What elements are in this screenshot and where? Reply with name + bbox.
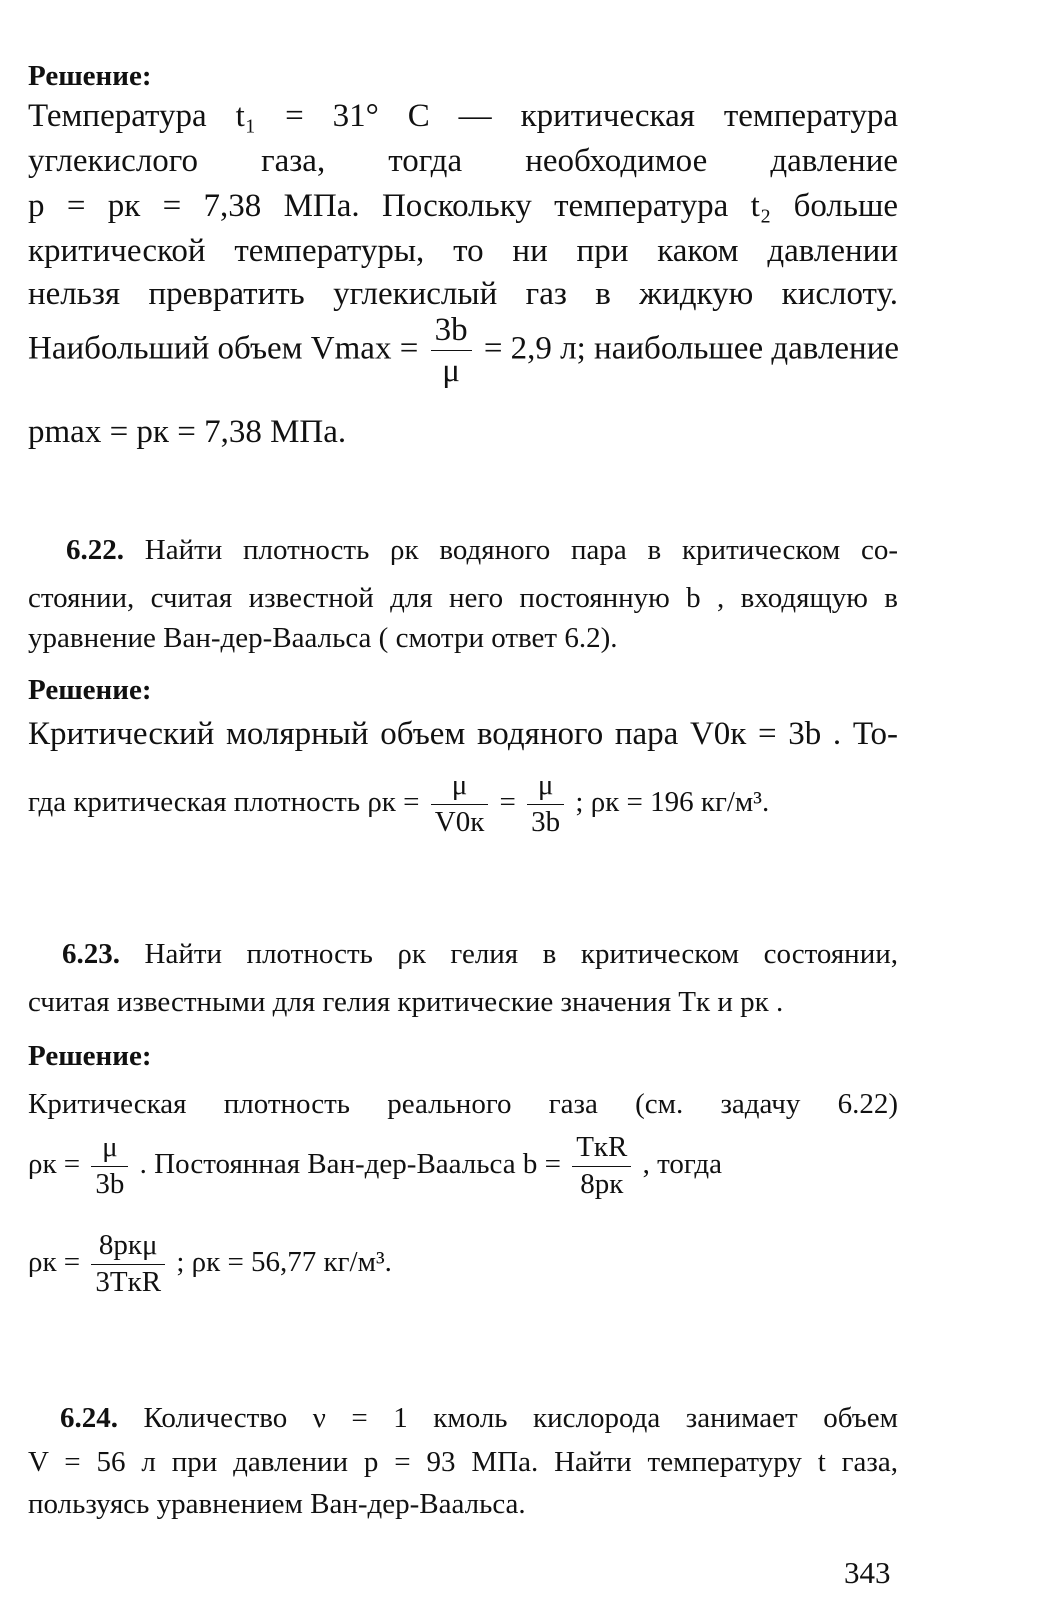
problem-line: пользуясь уравнением Ван-дер-Ваальса. xyxy=(28,1488,526,1520)
formula-line: pmax = pк = 7,38 МПа. xyxy=(28,414,347,450)
fraction-denominator: μ xyxy=(442,353,460,390)
fraction-denominator: 8pк xyxy=(580,1167,624,1200)
problem-line: стоянии, считая известной для него постоянную b , входящую в xyxy=(28,582,898,614)
text-line: углекислого газа, тогда необходимое давление xyxy=(28,143,898,179)
problem-number: 6.23. xyxy=(62,938,120,970)
formula-line: гда критическая плотность ρк = $\frac{\mu}{V0к}$ = $\frac{\mu}{3b}$ ; ρк = 196 кг/м³. xyxy=(28,769,770,838)
text-line: критической температуры, то ни при каком давлении xyxy=(28,233,898,269)
fraction-denominator: 3TкR xyxy=(95,1265,162,1298)
text-line: Критическая плотность реального газа (см. задачу 6.22) xyxy=(28,1088,898,1120)
problem-line: считая известными для гелия критические значения Tк и pк . xyxy=(28,986,784,1018)
fraction-denominator: 3b xyxy=(95,1167,125,1200)
formula-text: Наибольший объем Vmax = xyxy=(28,330,419,367)
formula-line xyxy=(28,1132,898,1201)
fraction-denominator: V0к xyxy=(434,805,485,838)
fraction xyxy=(91,1230,165,1299)
fraction-denominator: 3b xyxy=(531,805,561,838)
problem-line: уравнение Ван-дер-Ваальса ( смотри ответ 6.2). xyxy=(28,622,618,654)
problem-text: Найти плотность ρк гелия в критическом состоянии, xyxy=(144,938,898,970)
problem-line xyxy=(28,938,898,971)
solution-heading: Решение: xyxy=(28,1040,152,1072)
fraction-numerator: 3b xyxy=(431,312,472,351)
fraction xyxy=(91,1132,128,1201)
problem-number: 6.24. xyxy=(60,1402,118,1434)
formula-text: ρк = xyxy=(28,1148,81,1181)
text-line: p = pк = 7,38 МПа. Поскольку температура t₂ больше xyxy=(28,188,898,224)
fraction-numerator: μ xyxy=(527,770,564,805)
solution-heading: Решение: xyxy=(28,60,152,92)
problem-text: Найти плотность ρк водяного пара в критическом со- xyxy=(144,534,898,566)
problem-line xyxy=(28,534,898,567)
fraction xyxy=(431,312,472,390)
page-number: 343 xyxy=(844,1555,891,1590)
solution-heading: Решение: xyxy=(28,674,152,706)
fraction xyxy=(572,1132,631,1201)
fraction-numerator: TкR xyxy=(572,1132,631,1167)
formula-text: ρк = xyxy=(28,1246,81,1279)
text-line: нельзя превратить углекислый газ в жидкую кислоту. xyxy=(28,276,898,312)
problem-line: V = 56 л при давлении p = 93 МПа. Найти температуру t газа, xyxy=(28,1446,898,1478)
formula-text: = 2,9 л; наибольшее давление xyxy=(483,330,900,367)
problem-line xyxy=(28,1402,898,1435)
text-line: Критический молярный объем водяного пара V0к = 3b . То- xyxy=(28,716,898,752)
formula-text: , тогда xyxy=(642,1148,722,1181)
formula-line xyxy=(28,312,898,390)
formula-line xyxy=(28,1230,898,1299)
text-line: Температура t₁ = 31° C — критическая температура xyxy=(28,98,898,134)
problem-text: Количество ν = 1 кмоль кислорода занимает объем xyxy=(143,1402,898,1434)
formula-text: гда критическая плотность ρк = xyxy=(28,786,420,819)
problem-number: 6.22. xyxy=(66,534,124,566)
formula-text: ; ρк = 196 кг/м³. xyxy=(575,786,770,819)
fraction-numerator: μ xyxy=(431,770,489,805)
fraction xyxy=(527,770,564,839)
fraction xyxy=(431,770,489,839)
fraction-numerator: μ xyxy=(91,1132,128,1167)
fraction-numerator: 8pкμ xyxy=(91,1230,165,1265)
formula-text: ; ρк = 56,77 кг/м³. xyxy=(176,1246,392,1279)
formula-text: . Постоянная Ван-дер-Ваальса b = xyxy=(139,1148,561,1181)
